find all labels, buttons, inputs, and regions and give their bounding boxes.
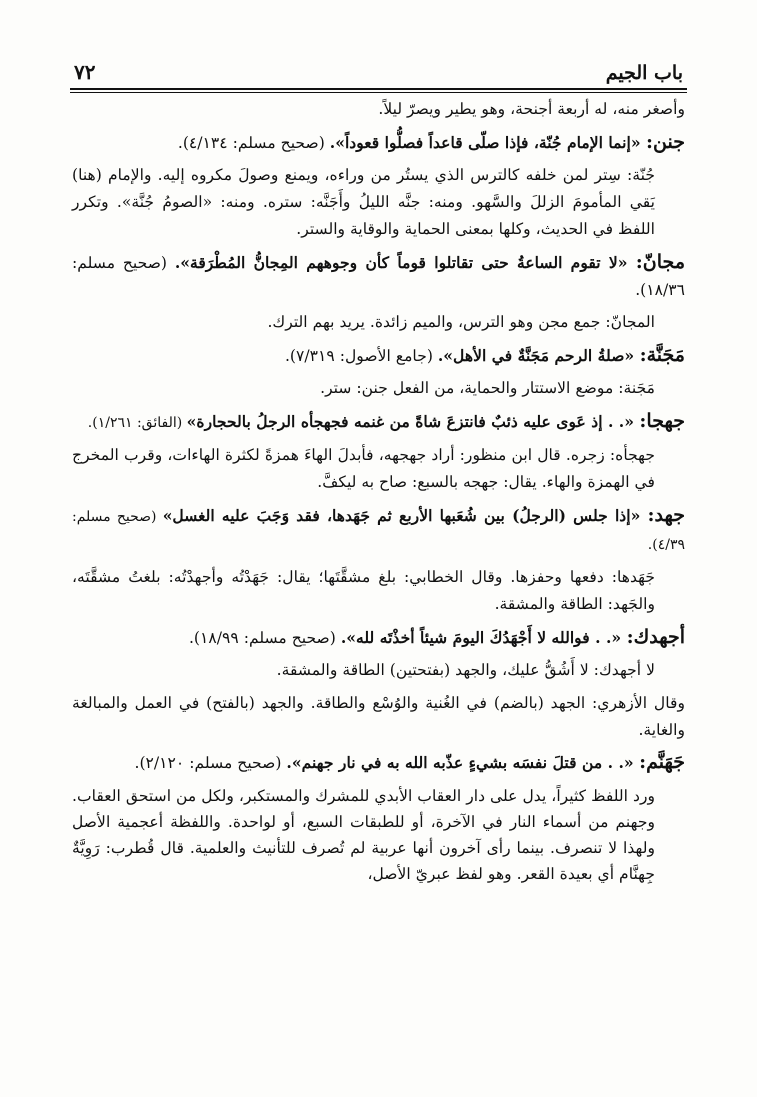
page-body bbox=[72, 96, 685, 1077]
entry bbox=[72, 342, 685, 370]
hadith-quote: «إنما الإمام جُنّة، فإذا صلّى قاعداً فصلُّوا قعوداً». bbox=[329, 132, 647, 152]
headword: مَجَنَّة: bbox=[639, 343, 685, 366]
entry bbox=[72, 408, 685, 437]
entry bbox=[72, 129, 685, 157]
headword: جَهَنَّم: bbox=[639, 751, 685, 773]
paragraph: جَهَدها: دفعها وحفزها. وقال الخطابي: بلغ مشقَّتَها؛ يقال: جَهَدْتُه وأجهدْتُه: بلغتُ مشقَّتَه، والجَهد: الطاقة والمشقة. bbox=[72, 568, 655, 613]
hadith-quote: «صلةُ الرحم مَجَنَّةٌ في الأهل». bbox=[437, 345, 640, 365]
headword: جهجا: bbox=[639, 409, 685, 432]
page-header bbox=[74, 52, 683, 84]
section-title: باب الجيم bbox=[605, 62, 683, 84]
hadith-quote: «. . من قتلَ نفسَه بشيءٍ عذّبه الله به في نار جهنم». bbox=[286, 753, 640, 772]
paragraph: ورد اللفظ كثيراً، يدل على دار العقاب الأبدي للمشرك والمستكبر، ولكل من استحق العقاب. وجهنم من أسماء النار في الآخرة، أو للطبقات السبع، أو لواحدة. واللفظة أعجمية الأصل ولهذا لا تنصرف. بينما رأى آخرون أنها عربية لم تُصرف للتأنيث والعلمية. قال قُطرب: رَوِيَّةٌ جِهنَّام أي بعيدة القعر. وهو لفظ عبريّ الأصل، bbox=[72, 786, 655, 883]
hadith-quote: «. . فوالله لا أَجْهَدُكَ اليومَ شيئاً أخذْتَه لله». bbox=[340, 627, 627, 647]
headword: جنن: bbox=[646, 130, 685, 153]
citation: (الفائق: ١/٢٦١). bbox=[87, 414, 187, 431]
citation: (صحيح مسلم: ٤/١٣٤). bbox=[177, 133, 330, 152]
entry bbox=[72, 502, 685, 559]
hadith-quote: «. . إذ عَوى عليه ذئبٌ فانتزعَ شاةً من غنمه فجهجأه الرجلُ بالحجارة» bbox=[186, 411, 640, 431]
citation: (صحيح مسلم: ٤/٣٩). bbox=[72, 508, 685, 553]
hadith-quote: «لا تقوم الساعةُ حتى تقاتلوا قوماً كأن وجوههم المِجانُّ المُطْرَقة». bbox=[174, 252, 636, 272]
hadith-quote: «إذا جلس (الرجلُ) بين شُعَبها الأربع ثم جَهَدها، فقد وَجَبَ عليه الغسل» bbox=[162, 505, 648, 525]
citation: (صحيح مسلم: ١٨/٣٦). bbox=[72, 253, 685, 299]
paragraph: مَجَنة: موضع الاستتار والحماية، من الفعل جنن: ستر. bbox=[320, 379, 655, 397]
paragraph: وقال الأزهري: الجهد (بالضم) في الغُنية والوُسْع والطاقة. والجهد (بالفتح) في العمل والمبالغة والغاية. bbox=[72, 693, 685, 739]
entry bbox=[72, 249, 685, 304]
headword: جهد: bbox=[647, 503, 685, 526]
citation: (صحيح مسلم: ٢/١٢٠). bbox=[134, 754, 287, 772]
paragraph: المجانّ: جمع مجن وهو الترس، والميم زائدة. يريد بهم الترك. bbox=[267, 313, 655, 331]
citation: (صحيح مسلم: ١٨/٩٩). bbox=[188, 628, 341, 647]
headword: مجانّ: bbox=[635, 250, 685, 273]
paragraph: لا أجهدك: لا أَشُقُّ عليك، والجهد (بفتحتين) الطاقة والمشقة. bbox=[276, 661, 655, 679]
paragraph: جهجأه: زجره. قال ابن منظور: أراد جهجهه، فأبدلَ الهاءَ همزةً لكثرة الهاءات، وقرب المخرج في الهمزة والهاء. يقال: جهجه بالسبع: صاح به ليكفَّ. bbox=[72, 446, 655, 491]
entry bbox=[72, 749, 685, 777]
headword: أجهدك: bbox=[626, 625, 685, 648]
page-number: ٧٢ bbox=[74, 60, 96, 84]
entry bbox=[72, 624, 685, 652]
paragraph: وأصغر منه، له أربعة أجنحة، وهو يطير ويصرّ ليلاً. bbox=[378, 100, 685, 118]
paragraph: جُنّة: سِتر لمن خلفه كالترس الذي يستُر من وراءه، ويمنع وصولَ مكروه إليه. والإمام (هنا) يَقي المأمومَ الزللَ والسَّهو. ومنه: جنَّه الليلُ وأَجَنَّه: ستره. ومنه: «الصومُ جُنَّة». وتكرر اللفظ في الحديث، وكلها بمعنى الحماية والوقاية والستر. bbox=[72, 166, 655, 238]
header-rule bbox=[70, 88, 687, 93]
citation: (جامع الأصول: ٧/٣١٩). bbox=[284, 346, 438, 365]
